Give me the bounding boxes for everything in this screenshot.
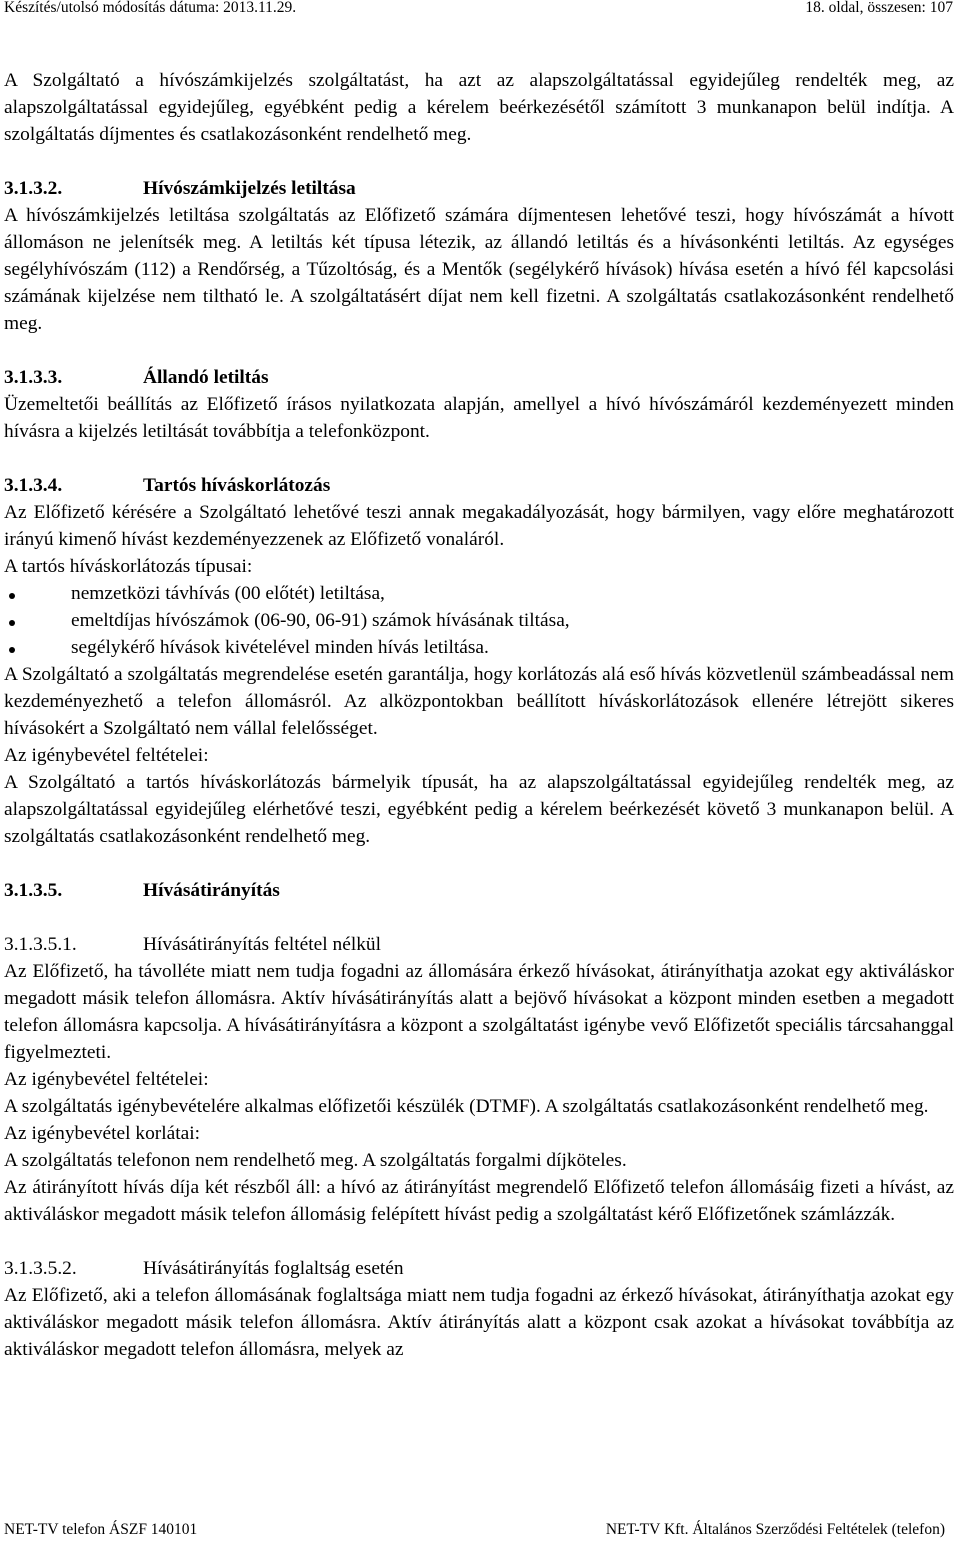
paragraph: A tartós híváskorlátozás típusai: <box>4 556 253 577</box>
document-body <box>4 67 954 1363</box>
header-page-counter: 18. oldal, összesen: 107 <box>805 0 953 16</box>
header-modified-date: Készítés/utolsó módosítás dátuma: 2013.11.29. <box>4 0 297 16</box>
bullet-list <box>4 580 954 661</box>
section-number: 3.1.3.5.1. <box>4 934 77 955</box>
paragraph: A Szolgáltató a szolgáltatás megrendelése esetén garantálja, hogy korlátozás alá eső hívás közvetlenül számbeadással nem kezdeményezhető a telefon állomásról. Az alközpontokban beállított híváskorlátozások ellenére létrejött sikeres hívásokért a Szolgáltató nem vállal felelősséget. <box>4 664 954 739</box>
paragraph: Az Előfizető, aki a telefon állomásának foglaltsága miatt nem tudja fogadni az érkező hívásokat, átirányíthatja azokat egy aktiváláskor megadott másik telefon állomásra. Aktív átirányítás alatt a központ csak azokat a hívásokat továbbítja az aktiváláskor megadott telefon állomásra, melyek az <box>4 1285 954 1360</box>
paragraph: Az igénybevétel feltételei: <box>4 745 209 766</box>
page-footer <box>4 1517 945 1541</box>
section-number: 3.1.3.5.2. <box>4 1258 77 1279</box>
section-title: Hívásátirányítás feltétel nélkül <box>143 934 381 955</box>
section-number: 3.1.3.5. <box>4 880 63 901</box>
section-title: Állandó letiltás <box>143 367 269 388</box>
section-number: 3.1.3.2. <box>4 178 63 199</box>
paragraph: A szolgáltatás telefonon nem rendelhető meg. A szolgáltatás forgalmi díjköteles. <box>4 1150 627 1171</box>
paragraph: Az átirányított hívás díja két részből áll: a hívó az átirányítást megrendelő Előfizető telefon állomásáig fizeti a hívást, az aktiváláskor megadott másik telefon állomásig felépített hívást pedig a szolgáltatást kérő Előfizetőnek számlázzák. <box>4 1177 954 1225</box>
paragraph: A Szolgáltató a tartós híváskorlátozás bármelyik típusát, ha az alapszolgáltatással egyidejűleg rendelték meg, az alapszolgáltatással egyidejűleg elérhetővé teszi, egyébként pedig a kérelem beérkezését követő 3 munkanapon belül. A szolgáltatás csatlakozásonként rendelhető meg. <box>4 772 954 847</box>
paragraph: A szolgáltatás igénybevételére alkalmas előfizetői készülék (DTMF). A szolgáltatás csatlakozásonként rendelhető meg. <box>4 1096 929 1117</box>
section-heading-3-1-3-2 <box>4 175 954 202</box>
section-heading-3-1-3-5 <box>4 877 954 904</box>
paragraph: Az igénybevétel korlátai: <box>4 1123 200 1144</box>
section-number: 3.1.3.4. <box>4 475 63 496</box>
paragraph: Üzemeltetői beállítás az Előfizető írásos nyilatkozata alapján, amellyel a hívó hívószámáról kezdeményezett minden hívásra a kijelzés letiltását továbbítja a telefonközpont. <box>4 394 954 442</box>
section-title: Hívásátirányítás <box>143 880 280 901</box>
section-heading-3-1-3-5-2 <box>4 1255 954 1282</box>
section-title: Hívásátirányítás foglaltság esetén <box>143 1258 404 1279</box>
section-heading-3-1-3-3 <box>4 364 954 391</box>
page-header <box>4 0 953 24</box>
paragraph: Az Előfizető kérésére a Szolgáltató lehetővé teszi annak megakadályozását, hogy bármilyen, vagy előre meghatározott irányú kimenő hívást kezdeményezzenek az Előfizető vonaláról. <box>4 502 954 550</box>
paragraph: Az Előfizető, ha távolléte miatt nem tudja fogadni az állomására érkező hívásokat, átirányíthatja azokat egy aktiváláskor megadott másik telefon állomásra. Aktív hívásátirányítás alatt a bejövő hívásokat a központ minden esetben a megadott telefon állomásra kapcsolja. A hívásátirányításra a központ a szolgáltatást igénybe vevő Előfizetőt speciális tárcsahanggal figyelmezteti. <box>4 961 954 1063</box>
paragraph: Az igénybevétel feltételei: <box>4 1069 209 1090</box>
section-number: 3.1.3.3. <box>4 367 63 388</box>
section-title: Hívószámkijelzés letiltása <box>143 178 356 199</box>
section-heading-3-1-3-4 <box>4 472 954 499</box>
section-title: Tartós híváskorlátozás <box>143 475 331 496</box>
list-item: emeltdíjas hívószámok (06-90, 06-91) számok hívásának tiltása, <box>4 607 954 634</box>
footer-document-id: NET-TV telefon ÁSZF 140101 <box>4 1521 198 1538</box>
intro-paragraph: A Szolgáltató a hívószámkijelzés szolgáltatást, ha azt az alapszolgáltatással egyidejűleg rendelték meg, az alapszolgáltatással egyidejűleg, egyébként pedig a kérelem beérkezésétől számított 3 munkanapon belül indítja. A szolgáltatás díjmentes és csatlakozásonként rendelhető meg. <box>4 70 954 145</box>
section-heading-3-1-3-5-1 <box>4 931 954 958</box>
list-item: segélykérő hívások kivételével minden hívás letiltása. <box>4 634 954 661</box>
list-item: nemzetközi távhívás (00 előtét) letiltása, <box>4 580 954 607</box>
paragraph: A hívószámkijelzés letiltása szolgáltatás az Előfizető számára díjmentesen lehetővé teszi, hogy hívószámát a hívott állomáson ne jelenítsék meg. A letiltás két típusa létezik, az állandó letiltás és a hívásonkénti letiltás. Az egységes segélyhívószám (112) a Rendőrség, a Tűzoltóság, és a Mentők (segélykérő hívások) hívása esetén a hívó fél kapcsolási számának kijelzése nem tiltható le. A szolgáltatásért díjat nem kell fizetni. A szolgáltatás csatlakozásonként rendelhető meg. <box>4 205 954 334</box>
footer-document-title: NET-TV Kft. Általános Szerződési Feltételek (telefon) <box>605 1521 945 1538</box>
